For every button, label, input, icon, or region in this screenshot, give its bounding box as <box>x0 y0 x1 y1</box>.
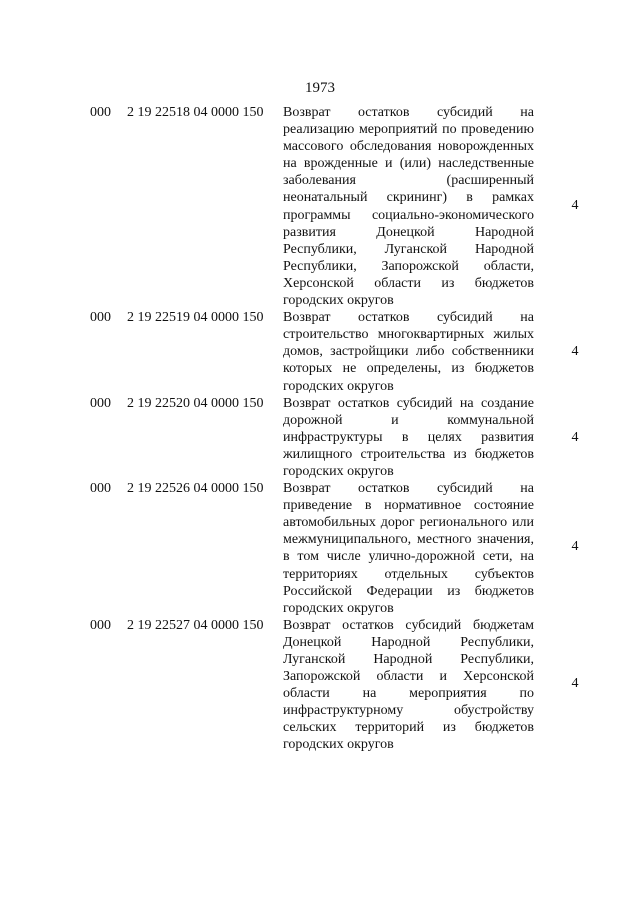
revenue-name-cell: Возврат остатков субсидий на создание дорожной и коммунальной инфраструктуры в целях развития жилищного строительства из бюджетов городских округов <box>283 395 534 479</box>
table-row <box>0 104 640 309</box>
admin-code-cell: 000 <box>90 105 111 120</box>
revenue-name-cell: Возврат остатков субсидий бюджетам Донецкой Народной Республики, Луганской Народной Республики, Запорожской области и Херсонской области на мероприятия по инфраструктурному обустройству сельских территорий из бюджетов городских округов <box>283 617 534 753</box>
admin-code-cell: 000 <box>90 617 111 633</box>
norm-value-cell: 4 <box>571 198 579 213</box>
revenue-name-cell: Возврат остатков субсидий на строительство многоквартирных жилых домов, застройщики либо собственники которых не определены, из бюджетов городских округов <box>283 310 534 394</box>
kbk-code-cell: 2 19 22519 04 0000 150 <box>127 310 264 326</box>
norm-value-cell: 4 <box>571 675 579 691</box>
revenue-name-cell: Возврат остатков субсидий на реализацию мероприятий по проведению массового обследования новорожденных на врожденные и (или) наследственные заболевания (расширенный неонатальный скрининг) в рамках программы социально-экономического развития Донецкой Народной Республики, Луганской Народной Республики, Запорожской области, Херсонской области из бюджетов городских округов <box>283 105 534 309</box>
page-number: 1973 <box>305 80 335 96</box>
kbk-code-cell: 2 19 22520 04 0000 150 <box>127 395 264 411</box>
table-row <box>0 395 640 480</box>
kbk-code-cell: 2 19 22527 04 0000 150 <box>127 617 264 633</box>
admin-code-cell: 000 <box>90 310 111 326</box>
table-row <box>0 309 640 394</box>
table-row <box>0 617 640 754</box>
norm-value-cell: 4 <box>571 429 579 445</box>
norm-value-cell: 4 <box>571 539 579 555</box>
admin-code-cell: 000 <box>90 481 111 497</box>
budget-classification-table <box>0 104 640 754</box>
norm-value-cell: 4 <box>571 344 579 360</box>
admin-code-cell: 000 <box>90 395 111 411</box>
revenue-name-cell: Возврат остатков субсидий на приведение в нормативное состояние автомобильных дорог регионального или межмуниципального, местного значения, в том числе улично-дорожной сети, на территориях отдельных субъектов Российской Федерации из бюджетов городских округов <box>283 481 534 616</box>
kbk-code-cell: 2 19 22526 04 0000 150 <box>127 481 264 497</box>
table-row <box>0 480 640 617</box>
kbk-code-cell: 2 19 22518 04 0000 150 <box>127 105 264 120</box>
